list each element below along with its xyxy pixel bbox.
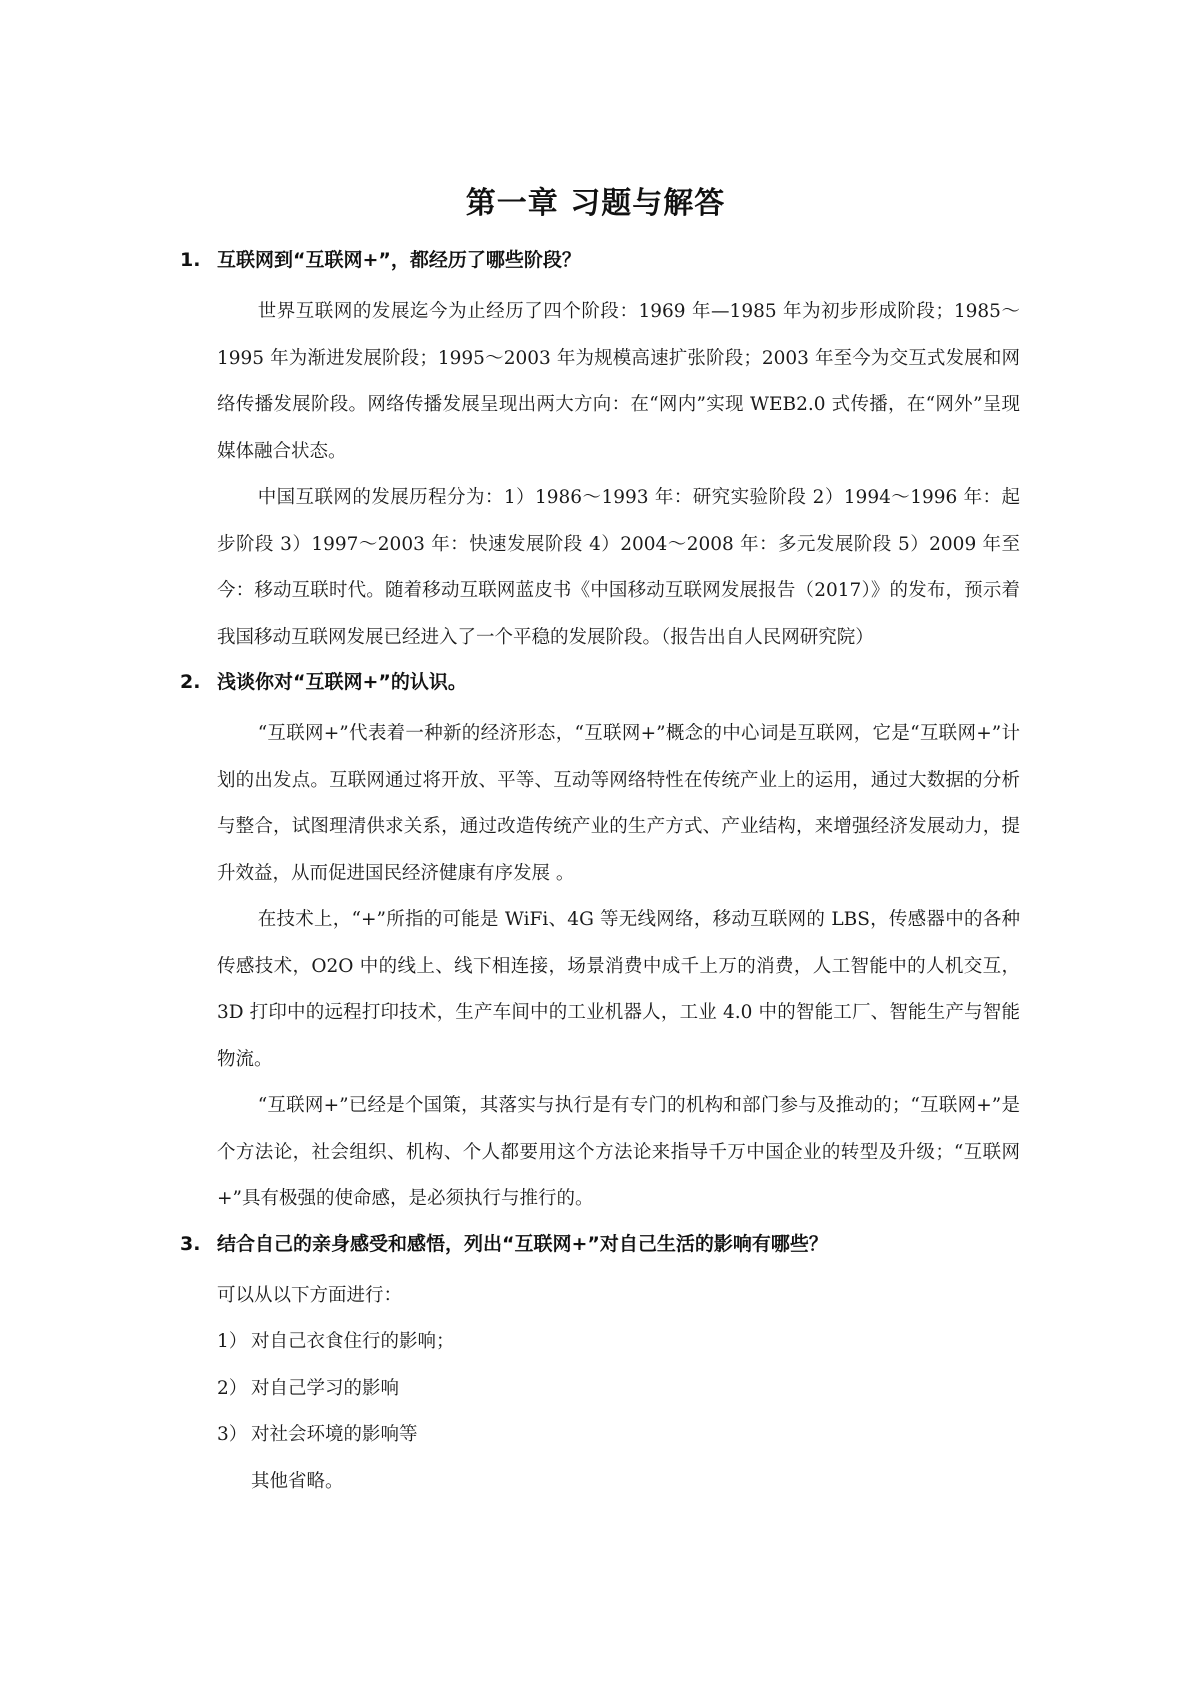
list-item-text: 对自己学习的影响 — [251, 1377, 400, 1399]
list-item — [217, 1412, 1020, 1459]
list-item-text: 对自己衣食住行的影响； — [251, 1331, 455, 1352]
answer-paragraph: 在技术上，“+”所指的可能是 WiFi、4G 等无线网络，移动互联网的 LBS，传感器中的各种传感技术，O2O 中的线上、线下相连接，场景消费中成千上万的消费，人工智能中的人机交互，3D 打印中的远程打印技术，生产车间中的工业机器人，工业 4.0 中的智能工厂、智能生产与智能物流。 — [217, 909, 1020, 1070]
answer-3 — [180, 1273, 1020, 1506]
answer-paragraph: 世界互联网的发展迄今为止经历了四个阶段：1969 年—1985 年为初步形成阶段；1985～ 1995 年为渐进发展阶段；1995～2003 年为规模高速扩张阶段；2003 年至今为交互式发展和网络传播发展阶段。网络传播发展呈现出两大方向：在“网内”实现 WEB2.0 式传播，在“网外”呈现媒体融合状态。 — [217, 301, 1020, 462]
question-3 — [180, 1229, 1020, 1259]
answer-paragraph: “互联网+”已经是个国策，其落实与执行是有专门的机构和部门参与及推动的；“互联网+”是个方法论，社会组织、机构、个人都要用这个方法论来指导千万中国企业的转型及升级；“互联网+”具有极强的使命感，是必须执行与推行的。 — [217, 1095, 1020, 1209]
document-body — [180, 245, 1020, 1505]
question-2 — [180, 667, 1020, 697]
question-number: 3. — [180, 1232, 201, 1255]
question-number: 2. — [180, 671, 201, 693]
list-item-text: 对社会环境的影响等 — [251, 1424, 418, 1445]
question-text: 浅谈你对“互联网+”的认识。 — [217, 671, 467, 693]
answer-paragraph: “互联网+”代表着一种新的经济形态，“互联网+”概念的中心词是互联网，它是“互联网+”计划的出发点。互联网通过将开放、平等、互动等网络特性在传统产业上的运用，通过大数据的分析与整合，试图理清供求关系，通过改造传统产业的生产方式、产业结构，来增强经济发展动力，提升效益，从而促进国民经济健康有序发展 。 — [217, 723, 1020, 884]
list-item — [217, 1366, 1020, 1413]
list-item-number: 1） — [217, 1331, 248, 1352]
question-text: 结合自己的亲身感受和感悟，列出“互联网+”对自己生活的影响有哪些？ — [217, 1232, 828, 1255]
answer-1 — [180, 289, 1020, 661]
answer-paragraph: 中国互联网的发展历程分为：1）1986～1993 年：研究实验阶段 2）1994～1996 年：起步阶段 3）1997～2003 年：快速发展阶段 4）2004～2008 年：多元发展阶段 5）2009 年至今：移动互联时代。随着移动互联网蓝皮书《中国移动互联网发展报告（2017）》的发布，预示着我国移动互联网发展已经进入了一个平稳的发展阶段。（报告出自人民网研究院） — [217, 487, 1020, 648]
question-1 — [180, 245, 1020, 275]
answer-2 — [180, 711, 1020, 1223]
answer-closing: 其他省略。 — [251, 1470, 344, 1492]
answer-intro: 可以从以下方面进行： — [217, 1284, 403, 1306]
list-item-number: 2） — [217, 1377, 248, 1399]
chapter-title: 第一章 习题与解答 — [465, 186, 726, 221]
question-number: 1. — [180, 249, 201, 271]
list-item — [217, 1319, 1020, 1366]
list-item-number: 3） — [217, 1424, 248, 1445]
question-text: 互联网到“互联网+”，都经历了哪些阶段？ — [217, 249, 581, 271]
